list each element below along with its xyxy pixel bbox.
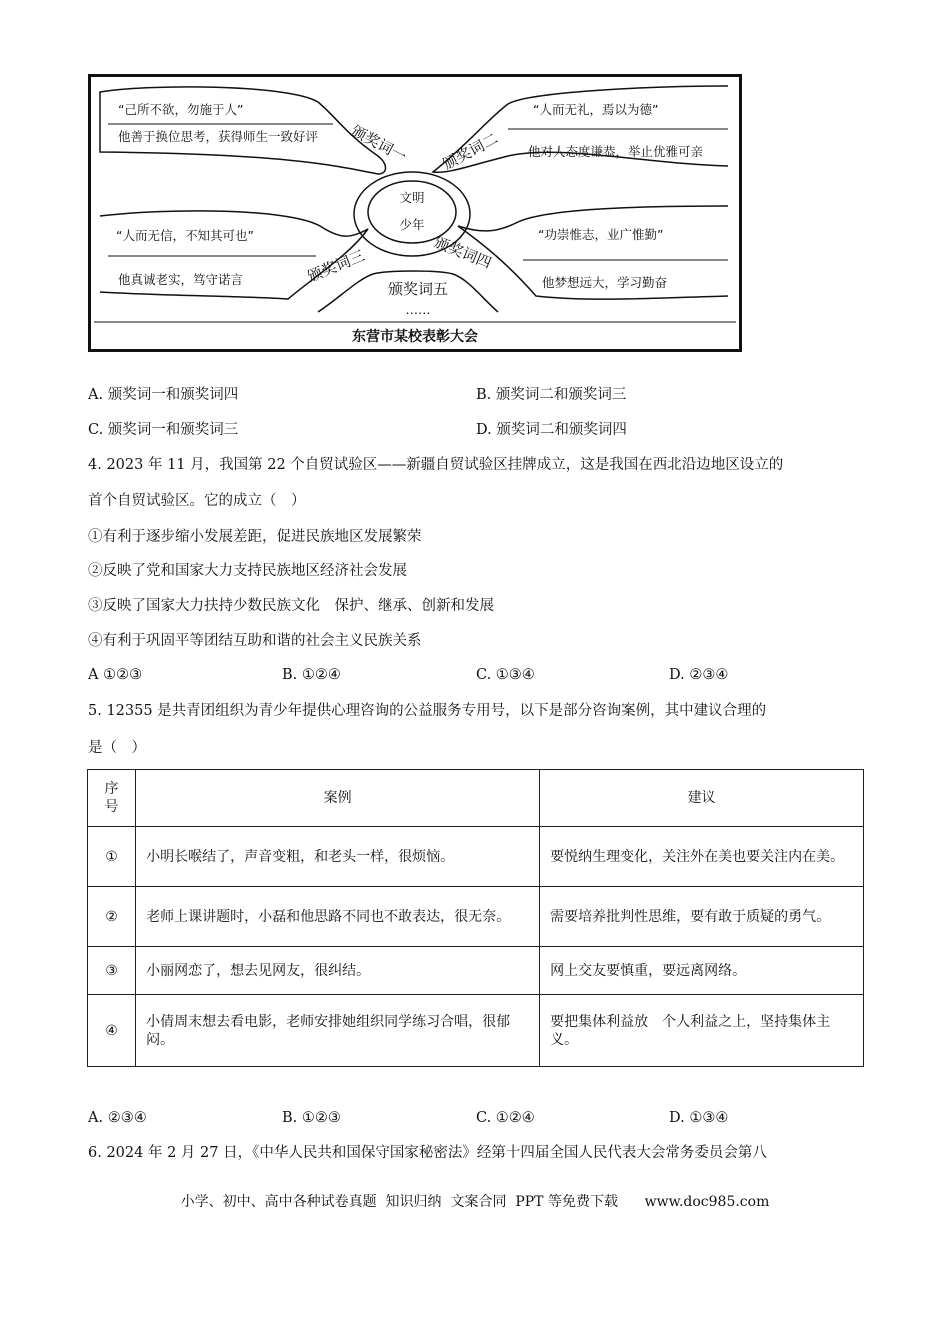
table-row	[88, 995, 864, 1067]
q5-option-b: B. ①②③	[282, 1110, 341, 1126]
row-no: ②	[88, 887, 136, 947]
award3-quote: “人而无信，不知其可也”	[116, 228, 254, 243]
q4-option-b: B. ①②④	[282, 667, 341, 683]
award4-quote: “功崇惟志，业广惟勤”	[538, 227, 664, 242]
consultation-table	[87, 769, 864, 1067]
row-case: 小明长喉结了，声音变粗，和老头一样，很烦恼。	[136, 827, 540, 887]
table-header-row	[88, 770, 864, 827]
q3-option-a: A. 颁奖词一和颁奖词四	[88, 387, 239, 403]
q4-option-a: A ①②③	[88, 667, 143, 683]
award1-desc: 他善于换位思考，获得师生一致好评	[118, 129, 319, 144]
q4-stem-2: 首个自贸试验区。它的成立（ ）	[88, 493, 306, 509]
q3-option-d: D. 颁奖词二和颁奖词四	[476, 422, 627, 438]
row-no: ④	[88, 995, 136, 1067]
row-no: ③	[88, 947, 136, 995]
award3-label: 颁奖词三	[304, 246, 368, 286]
q4-stem-1: 4. 2023 年 11 月，我国第 22 个自贸试验区——新疆自贸试验区挂牌成立，这是我国在西北沿边地区设立的	[88, 457, 784, 473]
row-advice: 要悦纳生理变化，关注外在美也要关注内在美。	[540, 827, 864, 887]
award3-desc: 他真诚老实，笃守诺言	[118, 272, 244, 287]
award5-ellipsis: ……	[405, 302, 431, 317]
row-case: 老师上课讲题时，小磊和他思路不同也不敢表达，很无奈。	[136, 887, 540, 947]
center-text-2: 少年	[399, 217, 425, 232]
award4-label: 颁奖词四	[431, 233, 494, 273]
q4-option-c: C. ①③④	[476, 667, 535, 683]
q4-option-d: D. ②③④	[669, 667, 729, 683]
award4-desc: 他梦想远大，学习勤奋	[542, 275, 668, 290]
award2-desc: 他对人态度谦恭，举止优雅可亲	[528, 144, 704, 159]
q4-item-4: ④有利于巩固平等团结互助和谐的社会主义民族关系	[88, 633, 422, 649]
mind-map-svg	[88, 74, 742, 352]
q5-stem-2: 是（ ）	[88, 740, 146, 756]
award1-label: 颁奖词一	[348, 121, 410, 166]
header-case: 案例	[136, 770, 540, 827]
row-case: 小丽网恋了，想去见网友，很纠结。	[136, 947, 540, 995]
q4-item-1: ①有利于逐步缩小发展差距，促进民族地区发展繁荣	[88, 529, 422, 545]
header-advice: 建议	[540, 770, 864, 827]
q5-option-a: A. ②③④	[88, 1110, 147, 1126]
row-no: ①	[88, 827, 136, 887]
q4-item-3: ③反映了国家大力扶持少数民族文化 保护、继承、创新和发展	[88, 598, 494, 614]
table-row	[88, 827, 864, 887]
award2-label: 颁奖词二	[439, 129, 501, 174]
q5-option-c: C. ①②④	[476, 1110, 535, 1126]
header-no: 序号	[88, 770, 136, 827]
row-case: 小倩周末想去看电影，老师安排她组织同学练习合唱，很郁闷。	[136, 995, 540, 1067]
table-row	[88, 887, 864, 947]
q3-option-c: C. 颁奖词一和颁奖词三	[88, 422, 239, 438]
table-row	[88, 947, 864, 995]
award2-quote: “人而无礼，焉以为德”	[533, 102, 659, 117]
q6-stem-1: 6. 2024 年 2 月 27 日，《中华人民共和国保守国家秘密法》经第十四届全国人民代表大会常务委员会第八	[88, 1145, 767, 1161]
diagram-caption: 东营市某校表彰大会	[352, 329, 478, 345]
row-advice: 网上交友要慎重，要远离网络。	[540, 947, 864, 995]
award5-label: 颁奖词五	[387, 280, 449, 298]
row-advice: 要把集体利益放 个人利益之上，坚持集体主义。	[540, 995, 864, 1067]
q5-stem-1: 5. 12355 是共青团组织为青少年提供心理咨询的公益服务专用号，以下是部分咨询案例，其中建议合理的	[88, 703, 767, 719]
center-text-1: 文明	[399, 190, 425, 205]
row-advice: 需要培养批判性思维，要有敢于质疑的勇气。	[540, 887, 864, 947]
award1-quote: “己所不欲，勿施于人”	[118, 102, 244, 117]
mind-map-diagram	[88, 74, 742, 352]
q5-option-d: D. ①③④	[669, 1110, 729, 1126]
page-footer: 小学、初中、高中各种试卷真题 知识归纳 文案合同 PPT 等免费下载 www.doc985.com	[180, 1194, 770, 1210]
q3-option-b: B. 颁奖词二和颁奖词三	[476, 387, 627, 403]
q4-item-2: ②反映了党和国家大力支持民族地区经济社会发展	[88, 563, 407, 579]
